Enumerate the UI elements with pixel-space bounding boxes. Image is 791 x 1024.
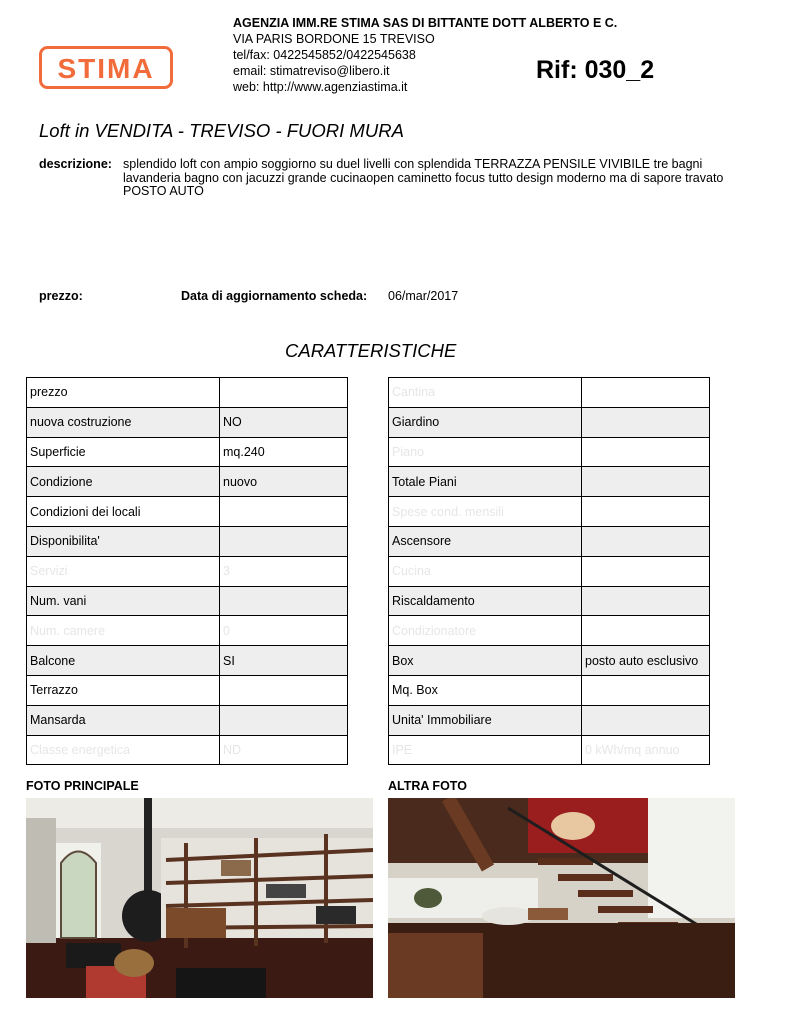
agency-web: web: http://www.agenziastima.it [233, 80, 408, 94]
feature-right-label: Unita' Immobiliare [389, 705, 582, 735]
feature-left-value: 3 [220, 556, 348, 586]
feature-right-row [389, 467, 710, 497]
update-date-value: 06/mar/2017 [388, 289, 459, 303]
feature-left-label: Servizi [27, 556, 220, 586]
feature-left-label: Condizione [27, 467, 220, 497]
main-photo[interactable] [26, 798, 373, 998]
feature-left-value [220, 705, 348, 735]
feature-left-label: nuova costruzione [27, 407, 220, 437]
feature-right-row [389, 407, 710, 437]
feature-right-value [582, 467, 710, 497]
feature-left-row [27, 526, 348, 556]
feature-right-row [389, 616, 710, 646]
svg-text:STIMA: STIMA [57, 53, 155, 84]
feature-left-value: NO [220, 407, 348, 437]
price-label: prezzo: [39, 289, 83, 303]
feature-left-value: 0 [220, 616, 348, 646]
feature-left-label: Superficie [27, 437, 220, 467]
feature-left-row [27, 616, 348, 646]
feature-right-value [582, 437, 710, 467]
feature-left-label: Mansarda [27, 705, 220, 735]
feature-right-label: Spese cond. mensili [389, 497, 582, 527]
feature-left-value: mq.240 [220, 437, 348, 467]
feature-right-value [582, 556, 710, 586]
features-right-body [389, 378, 710, 765]
feature-right-value [582, 616, 710, 646]
feature-left-row [27, 378, 348, 408]
staircase-image [388, 798, 735, 998]
feature-right-row [389, 437, 710, 467]
feature-left-label: Disponibilita' [27, 526, 220, 556]
agency-telfax: tel/fax: 0422545852/0422545638 [233, 48, 416, 62]
feature-left-label: Classe energetica [27, 735, 220, 765]
feature-right-value [582, 586, 710, 616]
feature-left-value: SI [220, 646, 348, 676]
feature-left-value [220, 586, 348, 616]
feature-right-value [582, 407, 710, 437]
feature-left-row [27, 646, 348, 676]
feature-right-label: Mq. Box [389, 675, 582, 705]
agency-email: email: stimatreviso@libero.it [233, 64, 390, 78]
feature-right-label: Condizionatore [389, 616, 582, 646]
feature-right-label: Giardino [389, 407, 582, 437]
feature-right-label: Totale Piani [389, 467, 582, 497]
feature-right-label: IPE [389, 735, 582, 765]
feature-left-row [27, 586, 348, 616]
feature-right-row [389, 556, 710, 586]
living-room-image [26, 798, 373, 998]
features-table-right [388, 377, 710, 765]
feature-right-value [582, 675, 710, 705]
feature-right-value: posto auto esclusivo [582, 646, 710, 676]
feature-left-label: Num. camere [27, 616, 220, 646]
feature-left-row [27, 735, 348, 765]
feature-right-row [389, 705, 710, 735]
stima-logo [39, 46, 173, 89]
feature-right-row [389, 497, 710, 527]
feature-right-value [582, 526, 710, 556]
features-title: CARATTERISTICHE [285, 340, 457, 361]
listing-title: Loft in VENDITA - TREVISO - FUORI MURA [39, 120, 404, 141]
feature-left-row [27, 556, 348, 586]
feature-right-row [389, 646, 710, 676]
features-table-left [26, 377, 348, 765]
feature-left-value [220, 526, 348, 556]
feature-left-value [220, 378, 348, 408]
feature-left-row [27, 437, 348, 467]
feature-right-label: Piano [389, 437, 582, 467]
feature-left-label: prezzo [27, 378, 220, 408]
feature-right-row [389, 675, 710, 705]
reference-code: Rif: 030_2 [536, 56, 655, 84]
agency-name: AGENZIA IMM.RE STIMA SAS DI BITTANTE DOTT ALBERTO E C. [233, 16, 618, 30]
feature-right-value [582, 705, 710, 735]
features-left-body [27, 378, 348, 765]
update-date-label: Data di aggiornamento scheda: [181, 289, 368, 303]
feature-right-value: 0 kWh/mq annuo [582, 735, 710, 765]
main-photo-label: FOTO PRINCIPALE [26, 779, 139, 793]
feature-right-label: Ascensore [389, 526, 582, 556]
feature-left-row [27, 467, 348, 497]
other-photo[interactable] [388, 798, 735, 998]
description-label: descrizione: [39, 157, 112, 171]
description-text: splendido loft con ampio soggiorno su duel livelli con splendida TERRAZZA PENSILE VIVIBILE tre bagni lavanderia bagno con jacuzzi grande cucinaopen caminetto focus tutto design moderno ma di sapore travato POSTO AUTO [123, 157, 724, 198]
feature-left-label: Num. vani [27, 586, 220, 616]
feature-left-row [27, 497, 348, 527]
feature-right-row [389, 378, 710, 408]
feature-right-value [582, 497, 710, 527]
feature-left-label: Condizioni dei locali [27, 497, 220, 527]
other-photo-label: ALTRA FOTO [388, 779, 467, 793]
feature-right-label: Cantina [389, 378, 582, 408]
feature-left-row [27, 705, 348, 735]
feature-right-row [389, 586, 710, 616]
feature-left-value [220, 675, 348, 705]
feature-left-value: nuovo [220, 467, 348, 497]
agency-address: VIA PARIS BORDONE 15 TREVISO [233, 32, 435, 46]
feature-right-label: Cucina [389, 556, 582, 586]
feature-right-row [389, 735, 710, 765]
feature-left-value: ND [220, 735, 348, 765]
feature-right-label: Riscaldamento [389, 586, 582, 616]
feature-left-value [220, 497, 348, 527]
feature-right-row [389, 526, 710, 556]
feature-left-label: Balcone [27, 646, 220, 676]
feature-left-label: Terrazzo [27, 675, 220, 705]
feature-left-row [27, 407, 348, 437]
feature-right-label: Box [389, 646, 582, 676]
feature-left-row [27, 675, 348, 705]
feature-right-value [582, 378, 710, 408]
